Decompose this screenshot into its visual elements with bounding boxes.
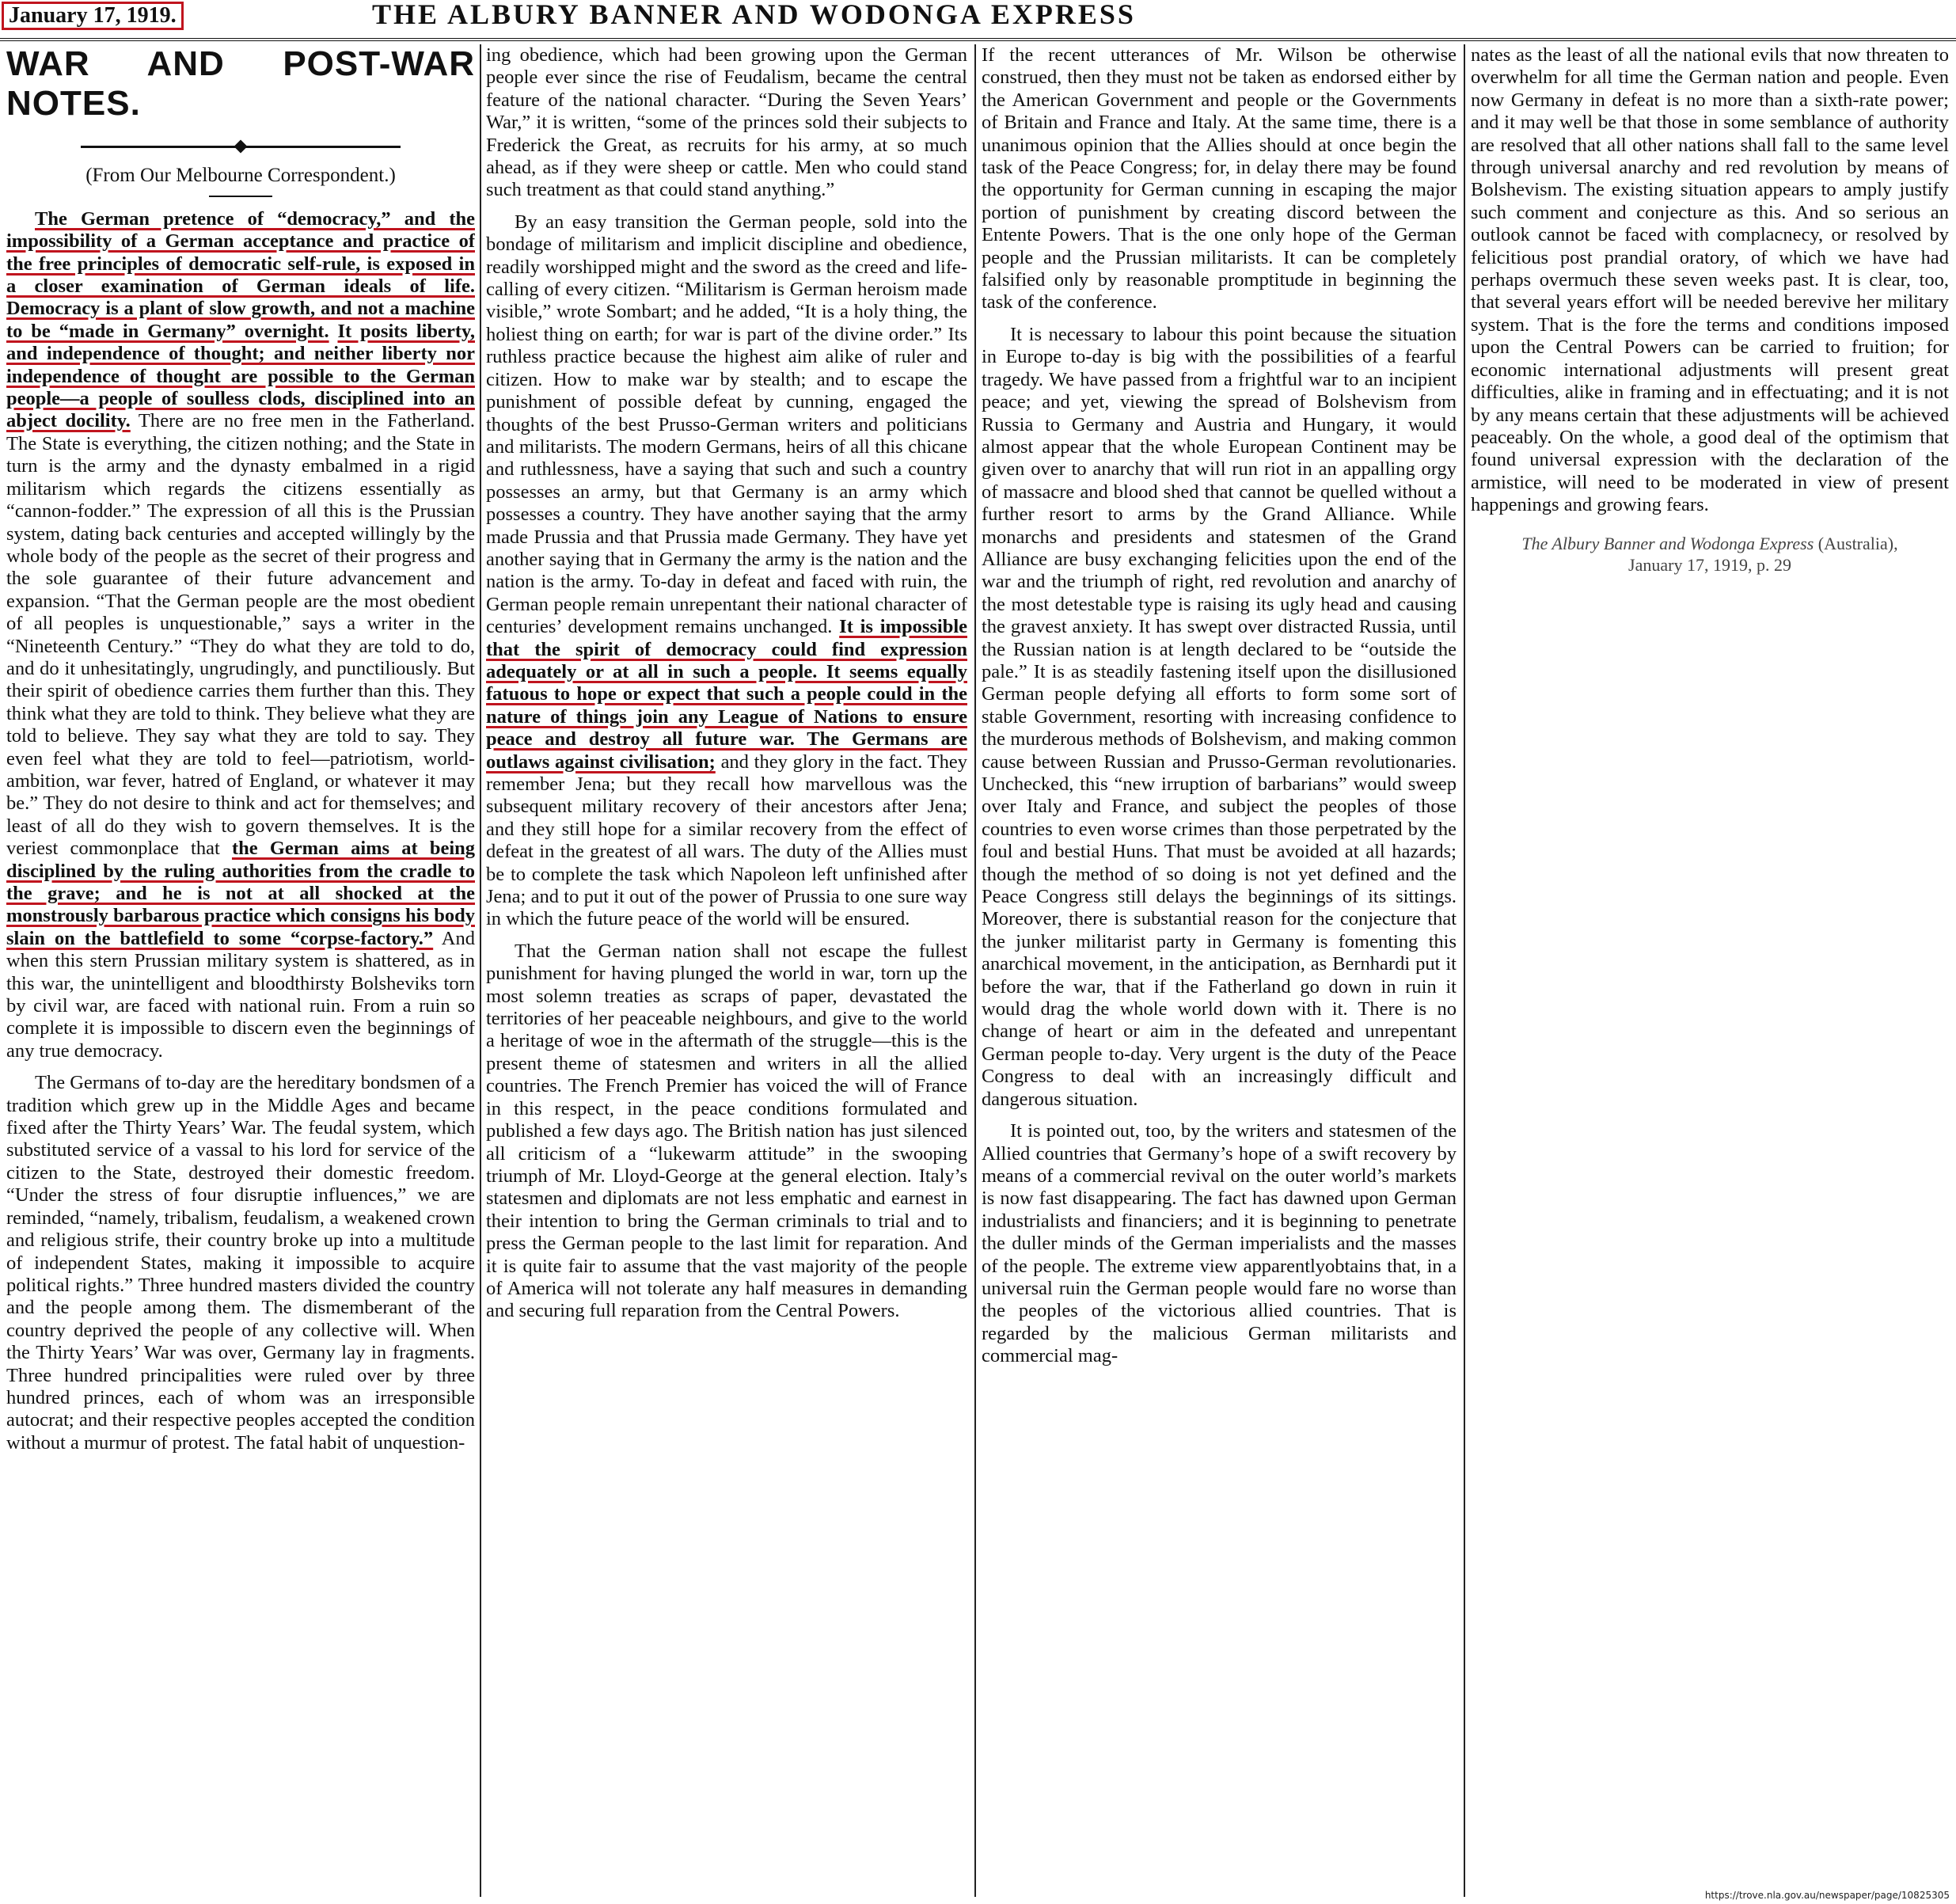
column-rule: [1464, 44, 1465, 1897]
byline-rule: [209, 196, 272, 197]
source-date-page: January 17, 1919, p. 29: [1628, 554, 1791, 575]
text-run: By an easy transition the German people, sold into the bondage of militarism and implicit discipline and obedience, readily worshipped might and the sword as the creed and life-calling of every citizen. “Militarism is German heroism made visible,” wrote Sombart; and he added, “It is a holy thing, the holiest thing on earth; for war is part of the divine order.” Its ruthless practice because the highest aim alike of ruler and citizen. How to make war by stealth; and to escape the punishment of possible defeat by cunning, engaged the thoughts of the best Prusso-German writers and politicians and militarists. The modern Germans, heirs of all this chicane and ruthlessness, have a saying that such and such a country possesses an army, but that Germany is an army which possesses a country. They have another saying that the army made Prussia and that Prussia made Germany. They have yet another saying that in Germany the army is the nation and the nation is the army. To-day in defeat and faced with ruin, the German people remain unrepentant their national character of centuries’ development remains unchanged.: [486, 211, 967, 638]
article-column-4: [1471, 44, 1949, 1897]
paragraph: It is necessary to labour this point because the situation in Europe to-day is big with the possibilities of a fearful tragedy. We have passed from a frightful war to an incipient peace; and yet, viewing the spread of Bolshevism from Russia to Germany and Austria and Hungary, it would almost appear that the whole European Continent may be given over to anarchy that will run riot in an appalling orgy of massacre and blood shed that cannot be quelled without a further resort to arms by the Grand Alliance. While monarchs and presidents and statesmen of the Grand Alliance are busy exchanging felicities upon the end of the war and the triumph of right, red revolution and anarchy of the most detestable type is raising its ugly head and causing the gravest anxiety. It has swept over distracted Russia, until the Russian nation is at length declared to be “outside the pale.” It is as steadily fastening itself upon the disillusioned German people defying all efforts to form some sort of stable Government, resorting with increasing confidence to the murderous methods of Bolshevism, and making common cause between Russian and Prusso-German revolutionaries. Unchecked, this “new irruption of barbarians” would sweep over Italy and France, and subject the peoples of those countries to even worse crimes than those perpetrated by the foul and bestial Huns. That must be avoided at all hazards; though the method of so doing is not yet defined and the Peace Congress still delays the beginnings of its sittings. Moreover, there is substantial reason for the conjecture that the junker militarist party in Germany is fomenting this anarchical movement, in the anticipation, as Bernhardi put it before the war, that if the Fatherland go down in ruin it would drag the whole world down with it. There is no change of heart or aim in the defeated and unrepentant German people to-day. Very urgent is the duty of the Peace Congress to deal with an increasingly difficult and dangerous situation.: [982, 323, 1457, 1110]
masthead: [0, 0, 1956, 41]
source-title: The Albury Banner and Wodonga Express: [1521, 533, 1814, 553]
source-url[interactable]: https://trove.nla.gov.au/newspaper/page/10825305: [1704, 1890, 1950, 1901]
paragraph: The Germans of to-day are the hereditary bondsmen of a tradition which grew up in the Middle Ages and became fixed after the Thirty Years’ War. The feudal system, which substituted service of a vassal to his lord for service of the citizen to the State, destroyed their domestic freedom. “Under the stress of four disruptie influences,” we are reminded, “namely, tribalism, feudalism, a weakened crown and religious strife, their country broke up into a multitude of independent States, making it impossible to acquire political rights.” Three hundred masters divided the country and the people among them. The dismemberant of the country deprived the people of any collective will. When the Thirty Years’ War was over, Germany lay in fragments. Three hundred principalities were ruled over by three hundred princes, each of whom was an irresponsible autocrat; and their respective peoples accepted the condition without a murmur of protest. The fatal habit of unquestion-: [6, 1072, 475, 1454]
text-run: And when this stern Prussian military system is shattered, as in this war, the unintelligent and bloodthirsty Bolsheviks torn by civil war, are faced with national ruin. From a ruin so complete it is impossible to discern even the beginnings of any true democracy.: [6, 927, 475, 1062]
source-country: (Australia),: [1814, 533, 1898, 553]
column-rule: [974, 44, 976, 1897]
highlighted-passage: Democracy is a plant of slow growth, and not a machine to be “made in Germany” overnight.: [6, 298, 475, 342]
paragraph: [6, 208, 475, 1062]
source-caption: [1471, 533, 1949, 576]
text-run: There are no free men in the Fatherland. The State is everything, the citizen nothing; and the State in turn is the army and the dynasty embalmed in a rigid militarism which regards the citizens essentially as “cannon-fodder.” The expression of all this is the Prussian system, dating back centuries and accepted willingly by the whole body of the people as the secret of their progress and the sole guarantee of their future advancement and expansion. “That the German people are the most obedient of all peoples is unquestionable,” says a writer in the “Nineteenth Century.” “They do what they are told to do, and do it unhesitatingly, ungrudingly, and punctiliously. But their spirit of obedience carries them further than this. They think what they are told to think. They believe what they are told to believe. They say what they are told to say. They even feel what they are told to feel—patriotism, world-ambition, war fever, hatred of England, or whatever it may be.” They do not desire to think and act for themselves; and least of all do they wish to govern themselves. It is the veriest commonplace that: [6, 410, 475, 860]
highlighted-passage: the German aims at being disciplined by the ruling authorities from the cradle to the grave; and he is not at all shocked at the monstrously barbarous practice which consigns his body slain on the battlefield to some “corpse-factory.”: [6, 838, 475, 949]
headline-ornament: [6, 135, 475, 157]
article-byline: (From Our Melbourne Correspondent.): [85, 165, 396, 187]
article-headline: WAR AND POST-WAR NOTES.: [6, 44, 475, 123]
article-column-2: [486, 44, 967, 1897]
paragraph: If the recent utterances of Mr. Wilson be otherwise construed, then they must not be taken as endorsed either by the American Government and people or the Governments of Britain and France and Italy. At the same time, there is a unanimous opinion that the Allies should at once begin the task of the Peace Congress; for, in delay there may be found the opportunity for German cunning in escaping the major portion of punishment by creating discord between the Entente Powers. That is the one only hope of the German people and the Prussian militarists. It can be completely falsified only by reasonable promptitude in beginning the task of the conference.: [982, 44, 1457, 314]
newspaper-title: THE ALBURY BANNER AND WODONGA EXPRESS: [372, 0, 1136, 30]
issue-date: January 17, 1919.: [2, 2, 184, 30]
paragraph: [486, 211, 967, 931]
column-rule: [480, 44, 481, 1897]
highlighted-passage: It is impossible that the spirit of democracy could find expression adequately or at all in such a people. It seems equally fatuous to hope or expect that such a people could in the nature of things join any League of Nations to ensure peace and destroy all future war. The Germans are outlaws against civilisation;: [486, 616, 967, 773]
highlighted-passage: The German pretence of “democracy,” and the impossibility of a German acceptance and practice of the free principles of democratic self-rule, is exposed in a closer examination of German ideals of life.: [6, 207, 475, 298]
article-column-1: [6, 44, 475, 1897]
highlighted-passage: It posits liberty, and independence of thought; and neither liberty nor independence of thought are possible to the German people—a people of soulless clods, disciplined into an abject docility.: [6, 320, 475, 432]
text-run: and they glory in the fact. They remember Jena; but they recall how marvellous was the subsequent military recovery of their ancestors after Jena; and they still hope for a similar recovery from the effect of defeat in the greatest of all wars. The duty of the Allies must be to complete the task which Napoleon left unfinished after Jena; and to put it out of the power of Prussia to one sure way in which the future peace of the world will be ensured.: [486, 751, 967, 930]
paragraph: It is pointed out, too, by the writers and statesmen of the Allied countries that Germany’s hope of a swift recovery by means of a commercial revival on the outer world’s markets is now fast disappearing. The fact has dawned upon German industrialists and financiers; and it is beginning to penetrate the duller minds of the German imperialists and the masses of the people. The extreme view apparentlyobtains that, in a universal ruin the German people would fare no worse than the peoples of the victorious allied countries. That is regarded by the malicious German militarists and commercial mag-: [982, 1120, 1457, 1367]
paragraph: nates as the least of all the national evils that now threaten to overwhelm for all time the German nation and people. Even now Germany in defeat is no more than a sixth-rate power; and it may well be that those in some semblance of authority are resolved that all other nations shall fall to the same level through universal anarchy and red revolution by means of Bolshevism. The existing situation appears to amply justify such comment and conjecture as this. And so serious an outlook cannot be faced with complacnecy, or resolved by felicitious post prandial oratory, of which we have had perhaps overmuch these seven weeks past. It is clear, too, that several years effort will be needed berevive her military system. That is the fore the terms and conditions imposed upon the Central Powers can be carried to fruition; for economic international adjustments will present great difficulties, alike in framing and in effectuating; and it is not by any means certain that these adjustments will be achieved peaceably. On the whole, a good deal of the optimism that found universal expression with the declaration of the armistice, will need to be moderated in view of present happenings and growing fears.: [1471, 44, 1949, 516]
paragraph: ing obedience, which had been growing upon the German people ever since the rise of Feudalism, became the central feature of the national character. “During the Seven Years’ War,” it is written, “some of the princes sold their subjects to Frederick the Great, as recruits for his army, at so much ahead, as if they were sheep or cattle. Men who could stand such treatment as that could stand anything.”: [486, 44, 967, 201]
paragraph: That the German nation shall not escape the fullest punishment for having plunged the world in war, torn up the most solemn treaties as scraps of paper, devastated the territories of her peaceable neighbours, and give to the world a heritage of woe in the aftermath of the struggle—this is the present theme of statesmen and writers in all the allied countries. The French Premier has voiced the will of France in this respect, in the peace conditions formulated and published a few days ago. The British nation has just silenced all criticism of a “lukewarm attitude” in the swooping triumph of Mr. Lloyd-George at the general election. Italy’s statesmen and diplomats are not less emphatic and earnest in their intention to bring the German criminals to trial and to press the German people to the last limit for reparation. And it is quite fair to assume that the vast majority of the people of America will not tolerate any half measures in demanding and securing full reparation from the Central Powers.: [486, 940, 967, 1322]
article-column-3: [982, 44, 1457, 1897]
